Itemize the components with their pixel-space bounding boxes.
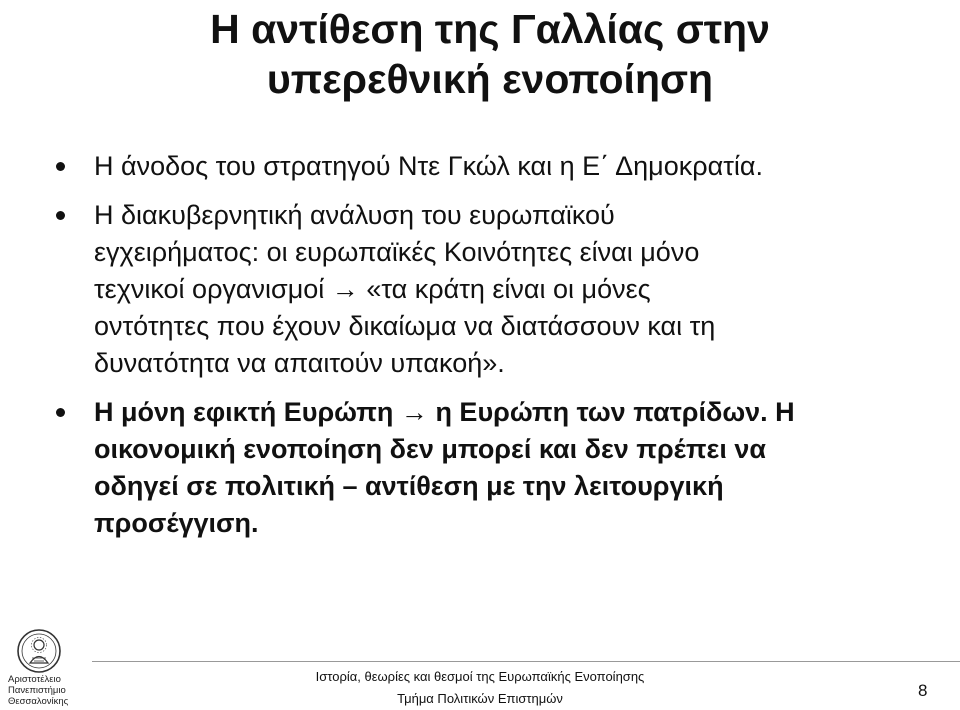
- bullet-2-line-2: εγχειρήματος: οι ευρωπαϊκές Κοινότητες είναι μόνο: [94, 237, 700, 267]
- bullet-2-line-5: δυνατότητα να απαιτούν υπακοή».: [94, 348, 505, 378]
- bullet-2-line-1: Η διακυβερνητική ανάλυση του ευρωπαϊκού: [94, 200, 615, 230]
- footer-department: Τμήμα Πολιτικών Επιστημών: [397, 691, 563, 706]
- right-arrow-icon: →: [400, 397, 428, 427]
- university-name-line-2: Πανεπιστήμιο: [8, 685, 66, 696]
- slide-title: [90, 4, 890, 104]
- university-name-line-3: Θεσσαλονίκης: [8, 696, 69, 707]
- bullet-item-2: [50, 197, 910, 382]
- university-logo: [8, 628, 68, 707]
- bullet-2-line-3-start: τεχνικοί οργανισμοί: [94, 274, 325, 304]
- bullet-dot-icon: [56, 211, 65, 220]
- bullet-3-line-2: οικονομική ενοποίηση δεν μπορεί και δεν πρέπει να: [94, 434, 766, 464]
- slide-title-line-1: Η αντίθεση της Γαλλίας στην: [210, 6, 770, 52]
- bullet-2-line-3: [94, 271, 910, 308]
- bullet-item-1: [50, 148, 910, 185]
- bullet-1-text: Η άνοδος του στρατηγού Ντε Γκώλ και η Ε΄ Δημοκρατία.: [94, 151, 764, 181]
- bullet-2-line-3-end: «τα κράτη είναι οι μόνες: [366, 274, 651, 304]
- bullet-dot-icon: [56, 162, 65, 171]
- bullet-3-line-4: προσέγγιση.: [94, 508, 259, 538]
- university-seal-icon: [16, 628, 62, 674]
- footer-divider: [92, 661, 960, 662]
- bullet-item-3: [50, 394, 910, 542]
- footer-course-title: Ιστορία, θεωρίες και θεσμοί της Ευρωπαϊκής Ενοποίησης: [315, 669, 645, 684]
- bullet-2-line-4: οντότητες που έχουν δικαίωμα να διατάσσουν και τη: [94, 311, 716, 341]
- right-arrow-icon: →: [331, 274, 359, 304]
- bullet-3-line-1-start: Η μόνη εφικτή Ευρώπη: [94, 397, 394, 427]
- bullet-3-line-1: [94, 394, 910, 431]
- university-name-line-1: Αριστοτέλειο: [8, 674, 61, 685]
- bullet-list: [50, 148, 910, 554]
- bullet-dot-icon: [56, 408, 65, 417]
- footer-info: [300, 666, 660, 710]
- bullet-3-line-3: οδηγεί σε πολιτική – αντίθεση με την λειτουργική: [94, 471, 724, 501]
- university-name: [8, 674, 68, 707]
- page-number: 8: [918, 681, 928, 700]
- slide-title-line-2: υπερεθνική ενοποίηση: [266, 56, 714, 102]
- bullet-3-line-1-end: η Ευρώπη των πατρίδων. Η: [435, 397, 795, 427]
